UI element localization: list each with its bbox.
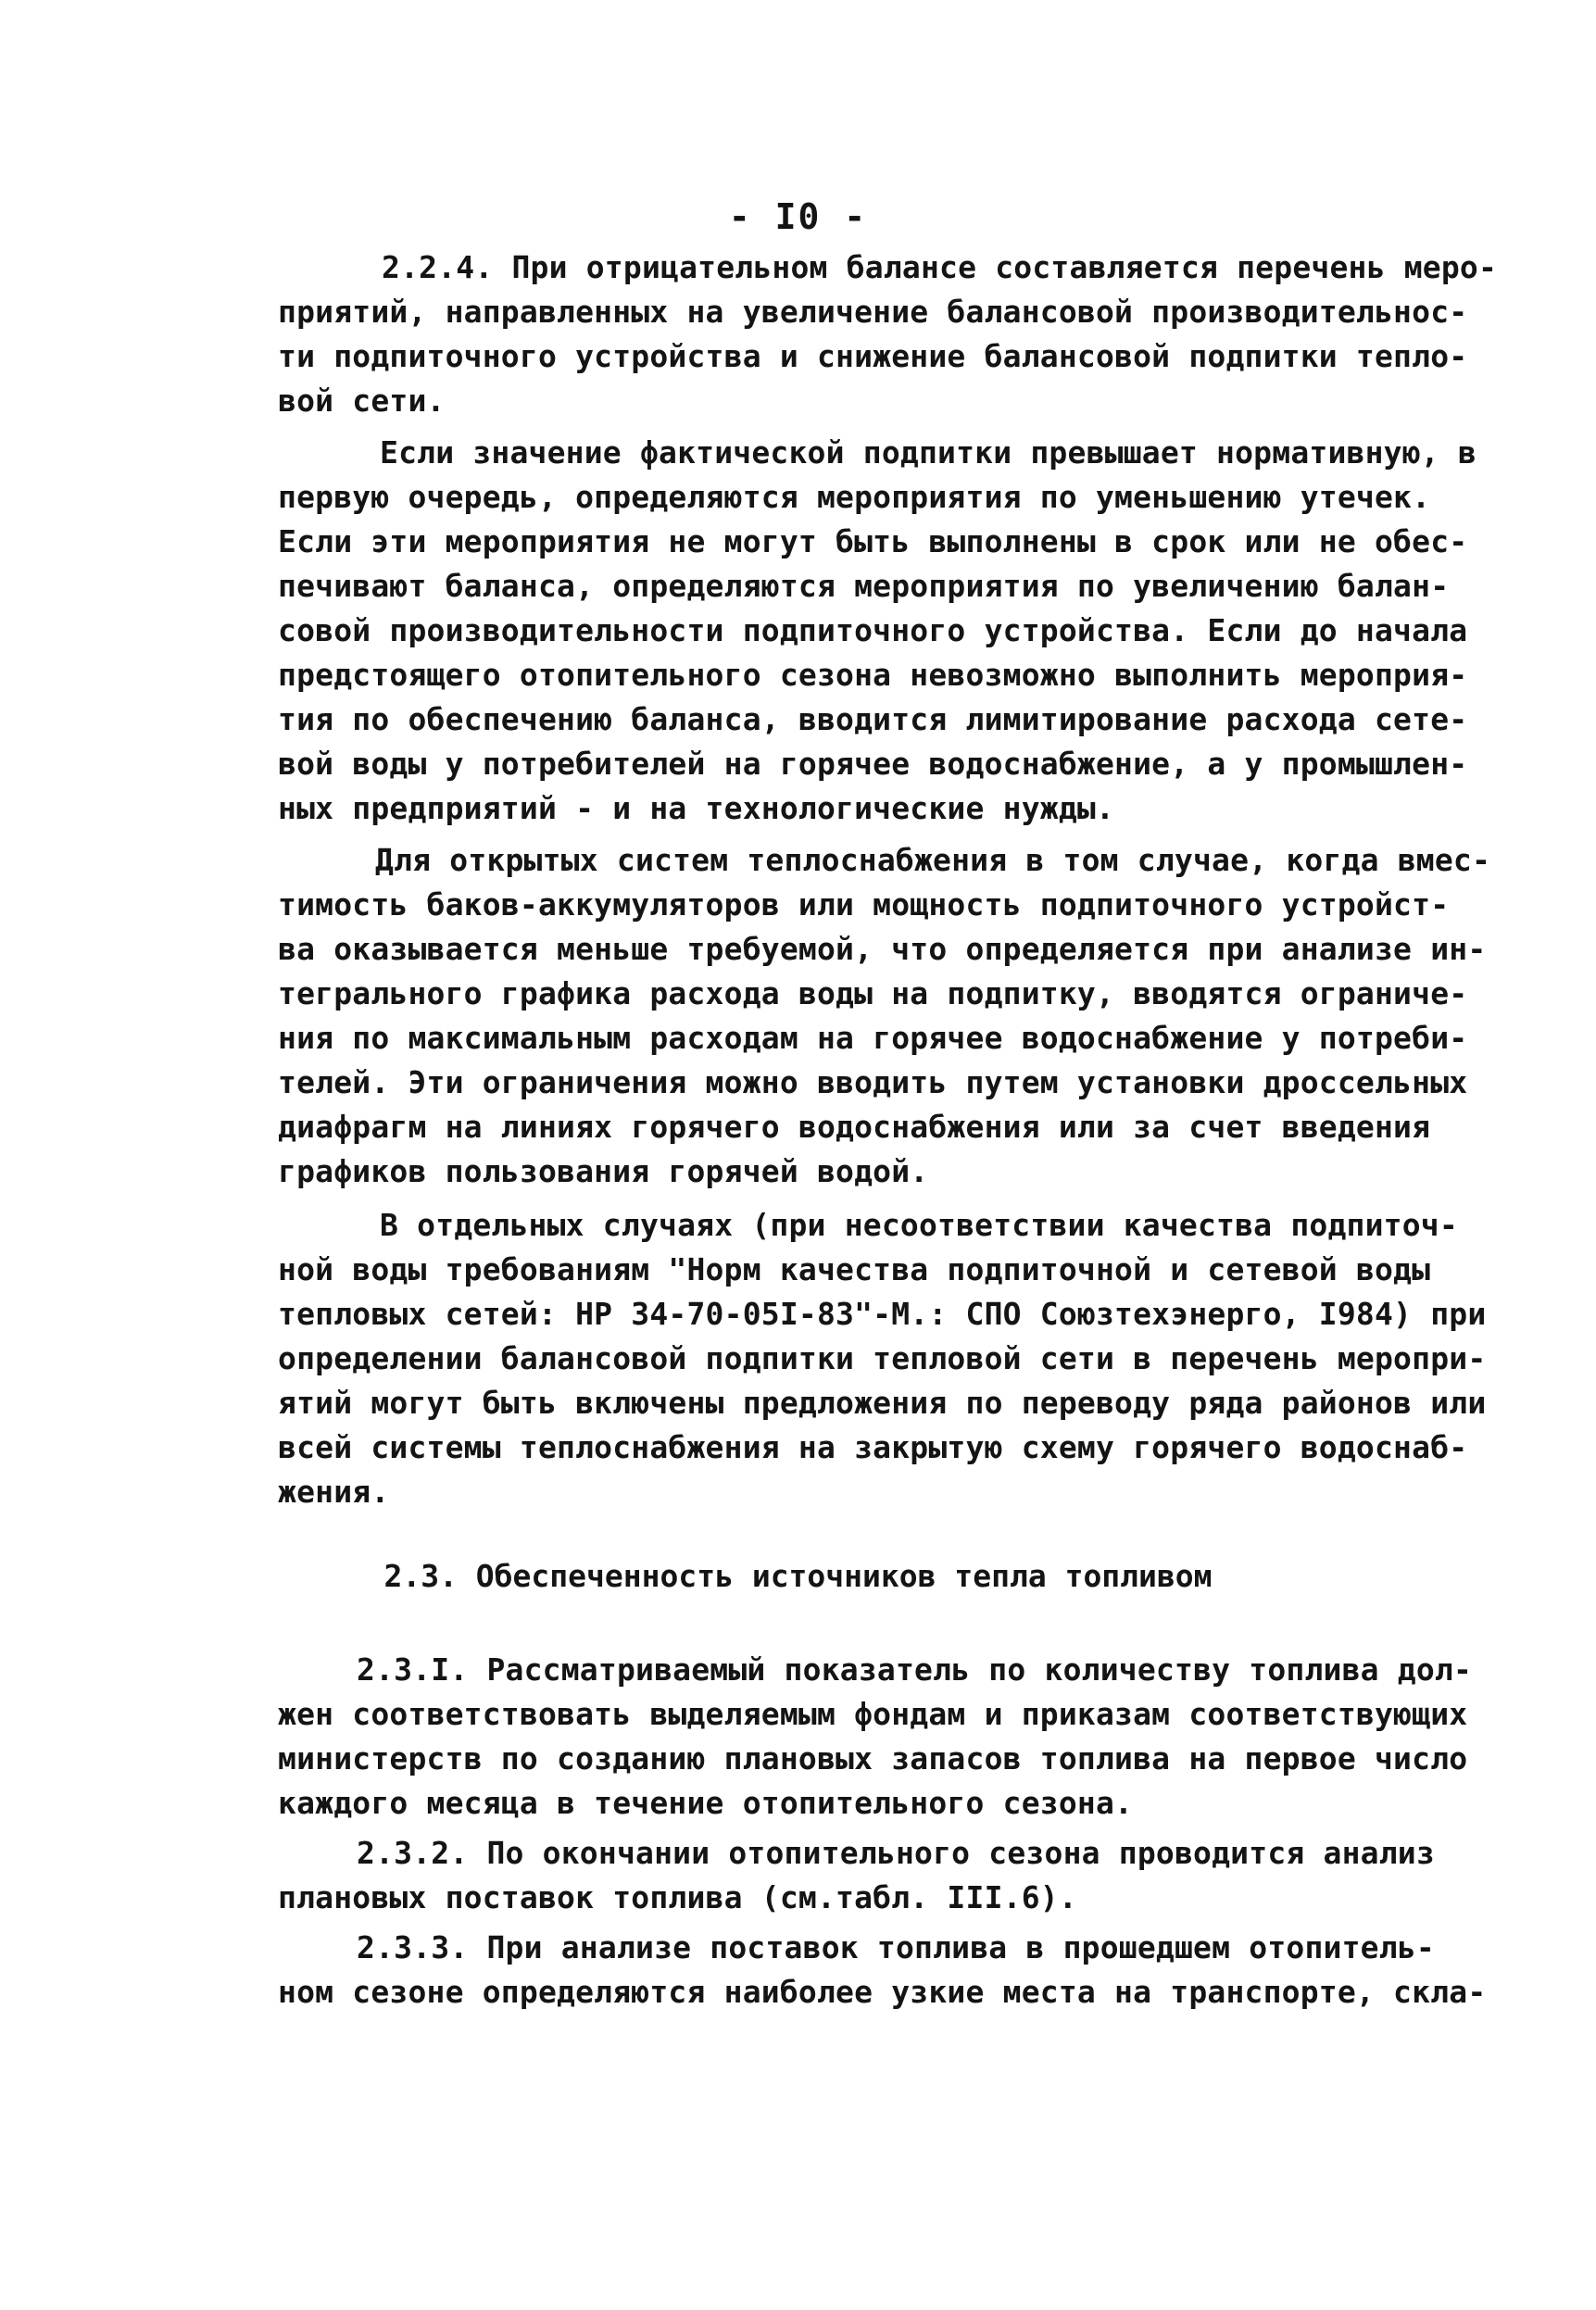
text-line: ти подпиточного устройства и снижение балансовой подпитки тепло- (278, 338, 1468, 374)
text-line: диафрагм на линиях горячего водоснабжения или за счет введения (278, 1109, 1431, 1145)
text-line: Для открытых систем теплоснабжения в том случае, когда вмес- (375, 842, 1491, 878)
text-line: 2.3.3. При анализе поставок топлива в прошедшем отопитель- (357, 1929, 1435, 1965)
text-line: тимость баков-аккумуляторов или мощность подпиточного устройст- (278, 886, 1450, 923)
text-line: графиков пользования горячей водой. (278, 1153, 929, 1189)
text-line: жен соответствовать выделяемым фондам и приказам соответствующих (278, 1696, 1468, 1732)
text-line: Если значение фактической подпитки превышает нормативную, в (380, 434, 1477, 471)
text-line: жения. (278, 1474, 390, 1510)
text-line: министерств по созданию плановых запасов топлива на первое число (278, 1740, 1468, 1776)
text-line: каждого месяца в течение отопительного сезона. (278, 1785, 1134, 1821)
text-line: В отдельных случаях (при несоответствии качества подпиточ- (380, 1207, 1458, 1243)
text-line: ва оказывается меньше требуемой, что определяется при анализе ин- (278, 931, 1487, 967)
text-line: всей системы теплоснабжения на закрытую схему горячего водоснаб- (278, 1429, 1468, 1465)
text-line: предстоящего отопительного сезона невозможно выполнить мероприя- (278, 657, 1468, 693)
text-line: тия по обеспечению баланса, вводится лимитирование расхода сете- (278, 701, 1468, 737)
text-line: определении балансовой подпитки тепловой сети в перечень меропри- (278, 1340, 1487, 1376)
text-line: 2.2.4. При отрицательном балансе составляется перечень меро- (382, 249, 1498, 285)
text-line: тегрального графика расхода воды на подпитку, вводятся ограниче- (278, 975, 1468, 1011)
text-line: телей. Эти ограничения можно вводить путем установки дроссельных (278, 1064, 1468, 1100)
text-line: ных предприятий - и на технологические нужды. (278, 790, 1115, 826)
text-line: печивают баланса, определяются мероприятия по увеличению балан- (278, 568, 1450, 604)
text-line: ятий могут быть включены предложения по переводу ряда районов или (278, 1385, 1487, 1421)
text-line: ном сезоне определяются наиболее узкие места на транспорте, скла- (278, 1974, 1487, 2010)
text-line: первую очередь, определяются мероприятия по уменьшению утечек. (278, 479, 1431, 515)
text-line: Если эти мероприятия не могут быть выполнены в срок или не обес- (278, 523, 1468, 559)
text-line: совой производительности подпиточного устройства. Если до начала (278, 612, 1468, 648)
text-line: вой воды у потребителей на горячее водоснабжение, а у промышлен- (278, 746, 1468, 782)
section-heading: 2.3. Обеспеченность источников тепла топливом (383, 1558, 1213, 1594)
text-line: тепловых сетей: НР 34-70-05I-83"-М.: СПО Союзтехэнерго, I984) при (278, 1296, 1487, 1332)
text-line: приятий, направленных на увеличение балансовой производительнос- (278, 294, 1468, 330)
text-line: вой сети. (278, 383, 446, 419)
text-line: плановых поставок топлива (см.табл. III.6). (278, 1879, 1077, 1915)
text-line: ной воды требованиям "Норм качества подпиточной и сетевой воды (278, 1251, 1431, 1287)
text-line: 2.3.2. По окончании отопительного сезона проводится анализ (357, 1835, 1435, 1871)
text-line: ния по максимальным расходам на горячее водоснабжение у потреби- (278, 1020, 1468, 1056)
text-line: 2.3.I. Рассматриваемый показатель по количеству топлива дол- (357, 1651, 1473, 1688)
page-number: - I0 - (728, 196, 868, 237)
